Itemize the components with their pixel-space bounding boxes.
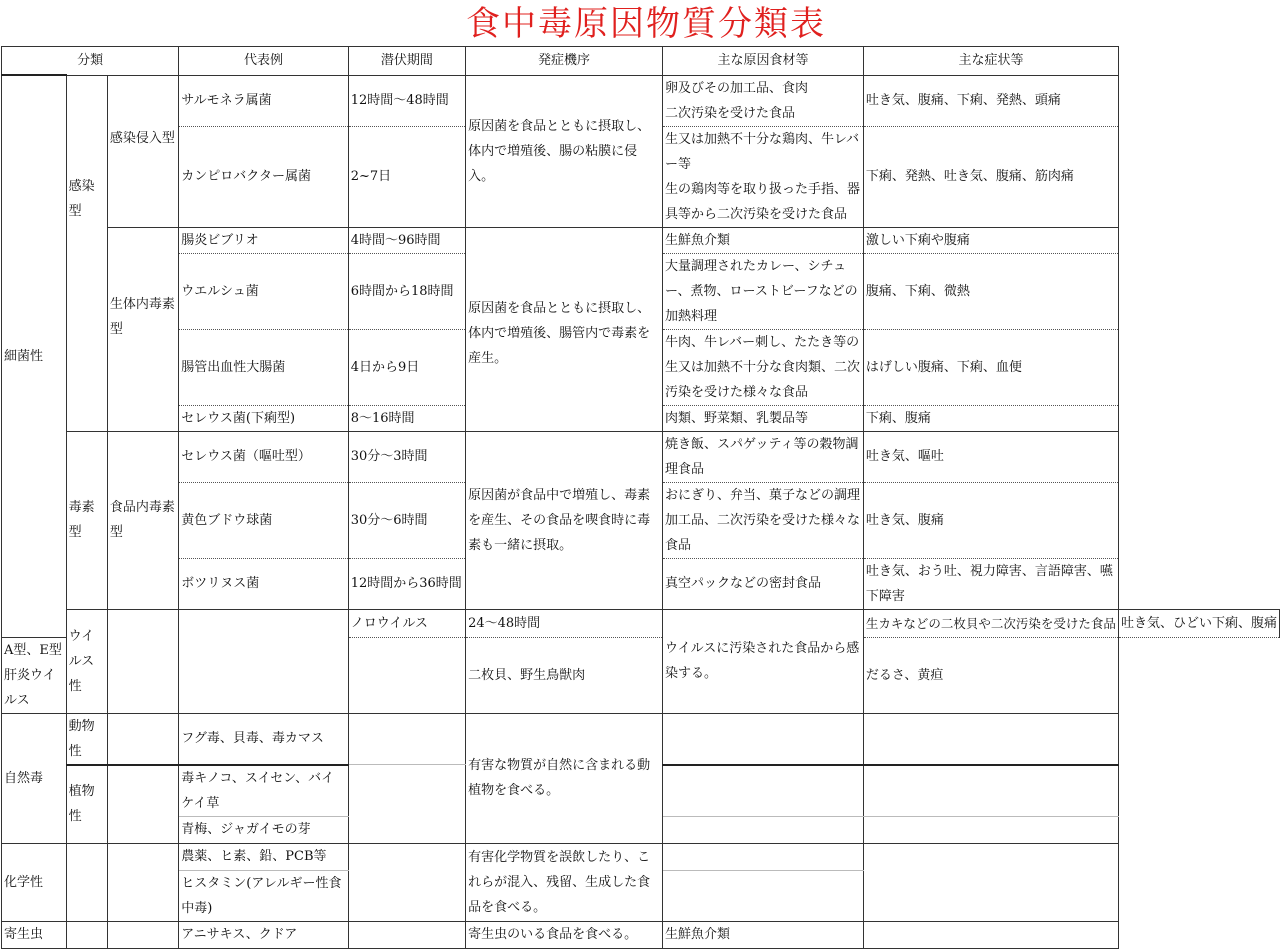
category-bacteria: 細菌性: [2, 75, 67, 637]
symptoms-cell: 腹痛、下痢、微熱: [863, 253, 1118, 329]
header-classification: 分類: [2, 47, 179, 76]
example-cell: 腸炎ビブリオ: [179, 227, 348, 253]
example-cell: 毒キノコ、スイセン、バイケイ草: [179, 765, 348, 817]
category-natural: 自然毒: [2, 713, 67, 843]
table-row: [2, 921, 1280, 948]
example-cell: ノロウイルス: [348, 609, 465, 637]
mechanism-cell: 原因菌を食品とともに摂取し、体内で増殖後、腸管内で毒素を産生。: [466, 227, 663, 431]
food-cell: 生鮮魚介類: [663, 921, 864, 948]
example-cell: 黄色ブドウ球菌: [179, 482, 348, 558]
table-row: [2, 843, 1280, 870]
empty-cell: [107, 713, 178, 765]
empty-cell: [66, 843, 107, 921]
example-cell: フグ毒、貝毒、毒カマス: [179, 713, 348, 765]
food-cell: 生カキなどの二枚貝や二次汚染を受けた食品: [863, 609, 1118, 637]
empty-cell: [107, 765, 178, 844]
example-cell: ヒスタミン(アレルギー性食中毒): [179, 870, 348, 921]
mechanism-cell: 有害な物質が自然に含まれる動植物を食べる。: [466, 713, 663, 843]
table-row: [2, 609, 1280, 637]
subtype-food-toxin: 食品内毒素型: [107, 431, 178, 609]
table-row: [2, 227, 1280, 253]
symptoms-cell: [863, 765, 1118, 817]
food-cell: 生鮮魚介類: [663, 227, 864, 253]
subtype-intestinal: 生体内毒素型: [107, 227, 178, 431]
empty-cell: [107, 843, 178, 921]
example-cell: ウエルシュ菌: [179, 253, 348, 329]
incubation-cell: 30分～6時間: [348, 482, 465, 558]
mechanism-cell: ウイルスに汚染された食品から感染する。: [663, 609, 864, 713]
symptoms-cell: 吐き気、嘔吐: [863, 431, 1118, 482]
symptoms-cell: 吐き気、ひどい下痢、腹痛: [1118, 609, 1279, 637]
symptoms-cell: 下痢、発熱、吐き気、腹痛、筋肉痛: [863, 126, 1118, 227]
food-cell: 肉類、野菜類、乳製品等: [663, 405, 864, 431]
food-cell: 生又は加熱不十分な鶏肉、牛レバー等 生の鶏肉等を取り扱った手指、器具等から二次汚染を受けた食品: [663, 126, 864, 227]
symptoms-cell: 吐き気、腹痛: [863, 482, 1118, 558]
example-cell: カンピロバクター属菌: [179, 126, 348, 227]
mechanism-cell: 原因菌を食品とともに摂取し、体内で増殖後、腸の粘膜に侵入。: [466, 75, 663, 227]
mechanism-cell: 有害化学物質を誤飲したり、これらが混入、残留、生成した食品を食べる。: [466, 843, 663, 921]
symptoms-cell: 激しい下痢や腹痛: [863, 227, 1118, 253]
incubation-cell: [348, 843, 465, 921]
classification-table: [1, 46, 1280, 949]
incubation-cell: 4時間～96時間: [348, 227, 465, 253]
food-cell: [663, 816, 864, 843]
example-cell: 農薬、ヒ素、鉛、PCB等: [179, 843, 348, 870]
example-cell: ボツリヌス菌: [179, 558, 348, 609]
incubation-cell: [348, 765, 465, 844]
symptoms-cell: [863, 843, 1118, 921]
symptoms-cell: [863, 713, 1118, 765]
food-cell: [663, 870, 864, 921]
type-infection: 感染型: [66, 75, 107, 431]
symptoms-cell: 吐き気、おう吐、視力障害、言語障害、嚥下障害: [863, 558, 1118, 609]
empty-cell: [107, 609, 178, 713]
symptoms-cell: だるさ、黄疸: [863, 637, 1118, 713]
incubation-cell: 8～16時間: [348, 405, 465, 431]
header-symptoms: 主な症状等: [863, 47, 1118, 76]
category-chemical: 化学性: [2, 843, 67, 921]
food-cell: 大量調理されたカレー、シチュー、煮物、ローストビーフなどの加熱料理: [663, 253, 864, 329]
type-toxin: 毒素型: [66, 431, 107, 609]
table-row: [2, 713, 1280, 765]
category-virus: ウイルス性: [66, 609, 107, 713]
example-cell: アニサキス、クドア: [179, 921, 348, 948]
empty-cell: [179, 609, 348, 713]
example-cell: 青梅、ジャガイモの芽: [179, 816, 348, 843]
example-cell: セレウス菌（嘔吐型）: [179, 431, 348, 482]
symptoms-cell: 下痢、腹痛: [863, 405, 1118, 431]
symptoms-cell: [863, 921, 1118, 948]
food-cell: [663, 843, 864, 870]
incubation-cell: 4日から9日: [348, 329, 465, 405]
header-food: 主な原因食材等: [663, 47, 864, 76]
header-row: [2, 47, 1280, 76]
incubation-cell: [348, 713, 465, 765]
incubation-cell: 2~7日: [348, 126, 465, 227]
mechanism-cell: 寄生虫のいる食品を食べる。: [466, 921, 663, 948]
symptoms-cell: [863, 816, 1118, 843]
category-parasite: 寄生虫: [2, 921, 67, 948]
symptoms-cell: 吐き気、腹痛、下痢、発熱、頭痛: [863, 75, 1118, 126]
empty-cell: [66, 921, 107, 948]
incubation-cell: 12時間から36時間: [348, 558, 465, 609]
incubation-cell: 6時間から18時間: [348, 253, 465, 329]
symptoms-cell: はげしい腹痛、下痢、血便: [863, 329, 1118, 405]
food-cell: 牛肉、牛レバー刺し、たたき等の生又は加熱不十分な食肉類、二次汚染を受けた様々な食品: [663, 329, 864, 405]
food-cell: 卵及びその加工品、食肉 二次汚染を受けた食品: [663, 75, 864, 126]
food-cell: [663, 765, 864, 817]
incubation-cell: [348, 921, 465, 948]
incubation-cell: 30分～3時間: [348, 431, 465, 482]
incubation-cell: 24～48時間: [466, 609, 663, 637]
header-mechanism: 発症機序: [466, 47, 663, 76]
example-cell: A型、E型肝炎ウイルス: [2, 637, 67, 713]
type-plant: 植物性: [66, 765, 107, 844]
page-title: 食中毒原因物質分類表: [466, 4, 826, 44]
subtype-invasive: 感染侵入型: [107, 75, 178, 227]
type-animal: 動物性: [66, 713, 107, 765]
food-cell: おにぎり、弁当、菓子などの調理加工品、二次汚染を受けた様々な食品: [663, 482, 864, 558]
table-row: [2, 75, 1280, 126]
incubation-cell: 12時間～48時間: [348, 75, 465, 126]
header-incubation: 潜伏期間: [348, 47, 465, 76]
example-cell: サルモネラ属菌: [179, 75, 348, 126]
empty-cell: [107, 921, 178, 948]
incubation-cell: [348, 637, 465, 713]
food-cell: 焼き飯、スパゲッティ等の穀物調理食品: [663, 431, 864, 482]
table-row: [2, 431, 1280, 482]
food-cell: 二枚貝、野生鳥獣肉: [466, 637, 663, 713]
food-cell: 真空パックなどの密封食品: [663, 558, 864, 609]
food-cell: [663, 713, 864, 765]
example-cell: 腸管出血性大腸菌: [179, 329, 348, 405]
mechanism-cell: 原因菌が食品中で増殖し、毒素を産生、その食品を喫食時に毒素も一緒に摂取。: [466, 431, 663, 609]
example-cell: セレウス菌(下痢型): [179, 405, 348, 431]
header-example: 代表例: [179, 47, 348, 76]
